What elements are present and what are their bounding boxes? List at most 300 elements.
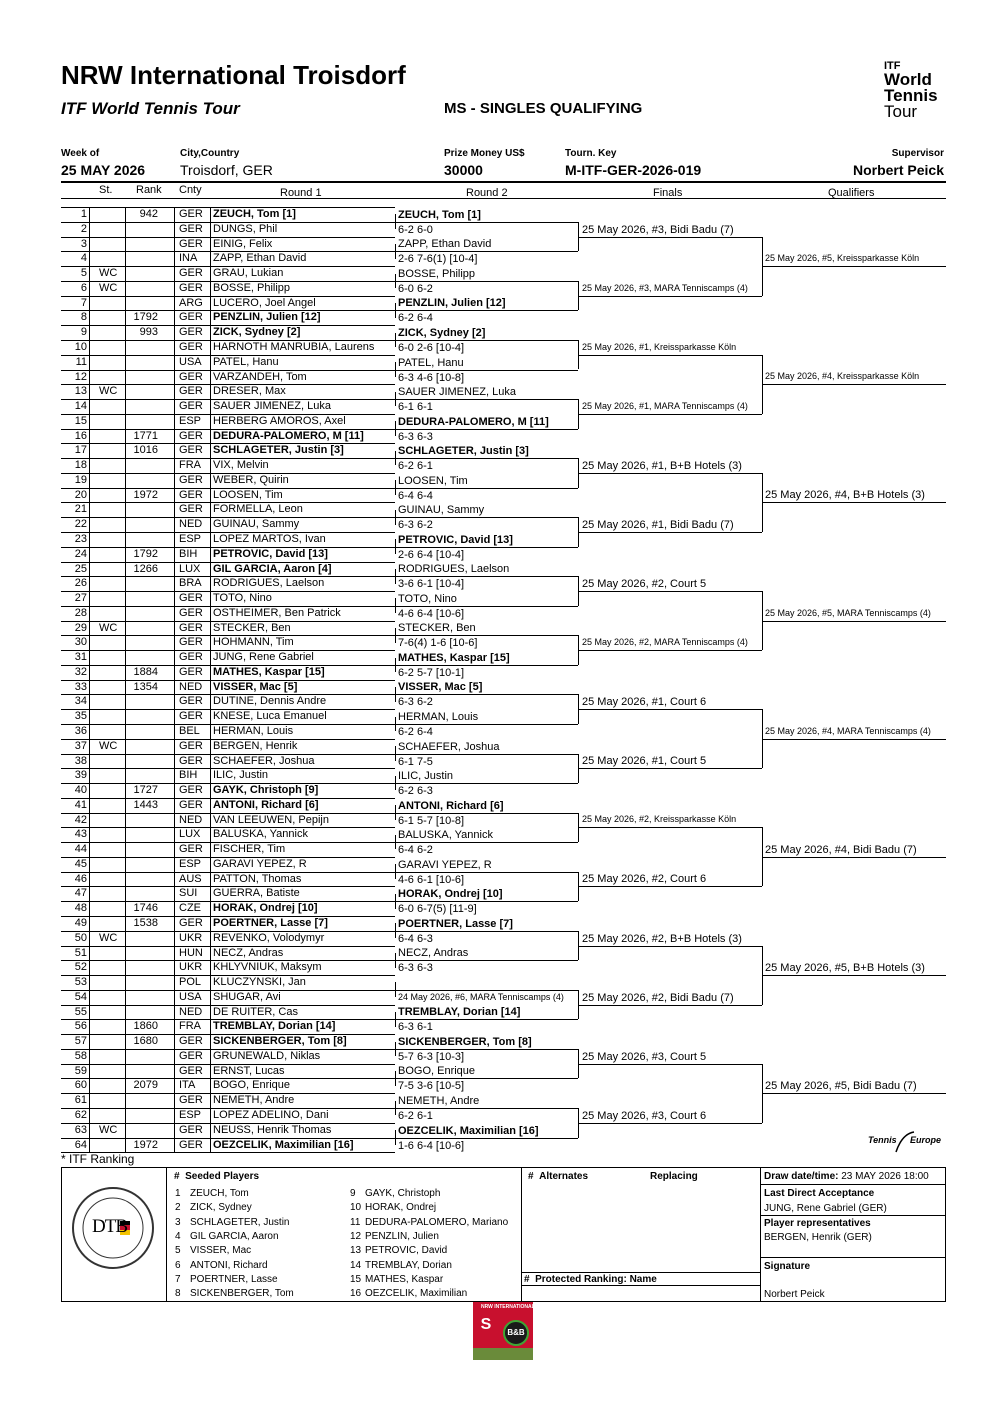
player-number: 62 xyxy=(74,1109,87,1121)
round1-connector xyxy=(395,1101,396,1116)
finals-match-info: 25 May 2026, #1, B+B Hotels (3) xyxy=(582,459,742,472)
player-number: 21 xyxy=(74,503,87,516)
sparkasse-icon: S xyxy=(475,1316,497,1344)
player-number: 25 xyxy=(74,562,87,575)
player-rank: 1443 xyxy=(133,798,158,811)
round2-score: 2-6 7-6(1) [10-4] xyxy=(398,253,478,266)
round1-connector xyxy=(395,805,396,820)
qualifier-line xyxy=(762,975,946,976)
qualifier-match-info: 25 May 2026, #4, Bidi Badu (7) xyxy=(765,843,917,856)
finals-line xyxy=(578,1005,762,1006)
player-country: GER xyxy=(179,444,203,457)
player-number: 15 xyxy=(74,414,87,427)
protected-divider-top xyxy=(521,1272,760,1273)
player-number: 10 xyxy=(74,340,87,353)
round2-score: 6-4 6-4 xyxy=(398,489,433,502)
player-country: GER xyxy=(179,400,203,412)
round1-connector xyxy=(395,598,396,613)
player-name: HERMAN, Louis xyxy=(213,724,294,737)
qualifier-line xyxy=(762,857,946,858)
player-rank: 1680 xyxy=(133,1035,158,1048)
player-country: FRA xyxy=(179,1020,201,1033)
player-country: ESP xyxy=(179,414,202,427)
seed-number: 14 xyxy=(350,1259,362,1271)
qualifier-line xyxy=(762,1093,946,1094)
player-country: GER xyxy=(179,784,203,796)
player-number: 31 xyxy=(74,651,87,664)
player-status: WC xyxy=(99,267,118,280)
round2-score: 6-3 4-6 [10-8] xyxy=(398,371,465,384)
qualifier-match-info: 25 May 2026, #5, B+B Hotels (3) xyxy=(765,962,925,974)
player-status: WC xyxy=(99,1123,118,1136)
player-name: KLUCZYNSKI, Jan xyxy=(213,976,306,988)
player-country: ARG xyxy=(179,296,203,309)
player-name: BERGEN, Henrik xyxy=(213,739,298,752)
round2-winner: ZEUCH, Tom [1] xyxy=(398,208,481,221)
round2-line xyxy=(395,931,578,932)
player-name: LOPEZ MARTOS, Ivan xyxy=(213,532,326,545)
player-number: 54 xyxy=(74,990,87,1003)
round2-line xyxy=(395,517,578,518)
event-title: MS - SINGLES QUALIFYING xyxy=(444,100,643,117)
round2-line xyxy=(395,960,578,961)
round1-connector xyxy=(395,362,396,377)
round2-score: 5-7 6-3 [10-3] xyxy=(398,1050,465,1063)
player-country: NED xyxy=(179,813,203,826)
finals-line xyxy=(578,650,762,651)
player-rank: 1354 xyxy=(133,680,158,693)
player-name: ZAPP, Ethan David xyxy=(213,252,307,265)
player-status: WC xyxy=(99,931,118,944)
player-name: NECZ, Andras xyxy=(213,946,284,959)
finals-match-info: 25 May 2026, #2, B+B Hotels (3) xyxy=(582,932,742,945)
round2-winner: DEDURA-PALOMERO, M [11] xyxy=(398,415,549,428)
replacing-title: Replacing xyxy=(650,1171,698,1182)
player-country: GER xyxy=(179,1035,203,1048)
finals-match-info: 25 May 2026, #3, Court 5 xyxy=(582,1050,707,1063)
seed-number: 16 xyxy=(350,1288,362,1300)
player-name: TREMBLAY, Dorian [14] xyxy=(213,1020,336,1033)
finals-line xyxy=(578,414,762,415)
player-name: JUNG, Rene Gabriel xyxy=(213,651,314,664)
player-name: GRUNEWALD, Niklas xyxy=(213,1049,321,1062)
round2-winner: SAUER JIMENEZ, Luka xyxy=(398,386,516,398)
qualifier-match-info: 25 May 2026, #5, Bidi Badu (7) xyxy=(765,1080,917,1093)
draw-datetime-value: 23 MAY 2026 18:00 xyxy=(841,1171,929,1182)
player-number: 20 xyxy=(74,488,87,501)
player-name: VIX, Melvin xyxy=(213,459,269,472)
sponsor-text: NRW INTERNATIONAL xyxy=(481,1304,535,1310)
round1-connector xyxy=(395,244,396,259)
player-name: PENZLIN, Julien [12] xyxy=(213,311,321,324)
seed-number: 1 xyxy=(175,1188,181,1199)
player-number: 61 xyxy=(74,1094,87,1107)
round1-connector xyxy=(395,1071,396,1086)
col-rank: Rank xyxy=(136,184,162,196)
round2-line xyxy=(395,990,578,991)
player-country: GER xyxy=(179,340,203,353)
round2-score: 6-3 6-3 xyxy=(398,430,433,443)
round2-winner: POERTNER, Lasse [7] xyxy=(398,917,513,930)
player-country: GER xyxy=(179,1094,203,1107)
player-name: ZICK, Sydney [2] xyxy=(213,326,301,339)
seed-player-name: PENZLIN, Julien xyxy=(365,1230,439,1242)
player-country: AUS xyxy=(179,872,202,885)
player-number: 12 xyxy=(74,370,87,383)
player-name: GUERRA, Batiste xyxy=(213,887,300,900)
rep-label: Player representatives xyxy=(764,1218,871,1229)
player-number: 44 xyxy=(74,843,87,856)
player-name: ZEUCH, Tom [1] xyxy=(213,208,296,220)
player-country: NED xyxy=(179,518,203,531)
round1-connector xyxy=(395,923,396,938)
finals-match-info: 25 May 2026, #2, MARA Tenniscamps (4) xyxy=(582,637,748,648)
bb-hotels-icon: B&B xyxy=(503,1320,529,1346)
player-number: 51 xyxy=(74,946,87,959)
player-name: FORMELLA, Leon xyxy=(213,503,303,516)
round1-connector xyxy=(395,274,396,289)
player-number: 52 xyxy=(74,961,87,974)
seed-player-name: SCHLAGETER, Justin xyxy=(190,1216,290,1228)
player-number: 9 xyxy=(80,326,87,339)
player-number: 58 xyxy=(74,1049,87,1062)
col-cnty: Cnty xyxy=(179,184,202,196)
round2-line xyxy=(395,281,578,282)
col-finals: Finals xyxy=(653,187,683,199)
player-country: GER xyxy=(179,695,203,708)
player-number: 18 xyxy=(74,459,87,472)
player-country: GER xyxy=(179,488,203,501)
finals-match-info: 25 May 2026, #3, Court 6 xyxy=(582,1109,707,1122)
player-country: FRA xyxy=(179,459,201,472)
player-number: 36 xyxy=(74,724,87,737)
week-label: Week of xyxy=(61,148,100,159)
seed-player-name: ZICK, Sydney xyxy=(190,1202,252,1214)
round2-score: 6-2 6-1 xyxy=(398,1110,433,1122)
seed-number: 13 xyxy=(350,1245,362,1257)
round2-winner: SICKENBERGER, Tom [8] xyxy=(398,1035,532,1048)
round2-score: 6-3 6-2 xyxy=(398,696,433,709)
lda-value: JUNG, Rene Gabriel (GER) xyxy=(764,1203,887,1214)
player-rank: 1972 xyxy=(133,488,158,501)
player-country: ITA xyxy=(179,1079,196,1092)
qualifier-match-info: 25 May 2026, #4, Kreissparkasse Köln xyxy=(765,371,920,382)
player-name: DEDURA-PALOMERO, M [11] xyxy=(213,429,364,442)
rep-value: BERGEN, Henrik (GER) xyxy=(764,1232,872,1243)
player-name: GRAU, Lukian xyxy=(213,267,284,280)
player-name: OSTHEIMER, Ben Patrick xyxy=(213,606,341,619)
finals-match-info: 25 May 2026, #3, MARA Tenniscamps (4) xyxy=(582,282,748,293)
finals-match-info: 25 May 2026, #2, Court 5 xyxy=(582,578,707,590)
player-number: 28 xyxy=(74,606,87,619)
seed-number: 5 xyxy=(175,1245,181,1257)
round2-line xyxy=(395,813,578,814)
seed-player-name: ANTONI, Richard xyxy=(190,1259,268,1271)
player-country: GER xyxy=(179,917,203,929)
round2-line xyxy=(395,635,578,636)
player-rank: 993 xyxy=(139,326,158,339)
player-name: NEUSS, Henrik Thomas xyxy=(213,1123,332,1136)
player-status: WC xyxy=(99,385,118,398)
player-country: GER xyxy=(179,1123,203,1136)
seed-number: 15 xyxy=(350,1273,362,1285)
player-number: 3 xyxy=(80,237,87,250)
round2-line xyxy=(395,370,578,371)
round2-score: 6-2 5-7 [10-1] xyxy=(398,666,465,679)
signature-label: Signature xyxy=(764,1261,811,1272)
finals-line xyxy=(578,355,762,356)
player-country: GER xyxy=(179,370,203,383)
protected-title: Protected Ranking: Name xyxy=(535,1274,657,1285)
player-name: REVENKO, Volodymyr xyxy=(213,931,325,944)
player-country: NED xyxy=(179,680,203,693)
city-value: Troisdorf, GER xyxy=(180,162,273,178)
player-country: GER xyxy=(179,267,203,280)
finals-line xyxy=(578,827,762,828)
round2-winner: TOTO, Nino xyxy=(398,592,457,605)
round2-winner: HERMAN, Louis xyxy=(398,710,479,723)
seed-player-name: VISSER, Mac xyxy=(190,1245,252,1257)
round2-score: 4-6 6-4 [10-6] xyxy=(398,607,465,620)
player-rank: 1792 xyxy=(133,311,158,324)
player-number: 41 xyxy=(74,798,87,811)
round2-winner: LOOSEN, Tim xyxy=(398,474,468,487)
seed-number: 6 xyxy=(175,1259,181,1271)
round2-winner: GUINAU, Sammy xyxy=(398,504,485,517)
round2-score: 6-1 5-7 [10-8] xyxy=(398,814,465,827)
round2-line xyxy=(395,310,578,311)
footnote: * ITF Ranking xyxy=(61,1152,135,1166)
tournament-title: NRW International Troisdorf xyxy=(61,60,406,90)
seed-player-name: DEDURA-PALOMERO, Mariano xyxy=(365,1216,509,1228)
round2-line xyxy=(395,665,578,666)
round1-connector xyxy=(395,658,396,673)
player-name: SICKENBERGER, Tom [8] xyxy=(213,1035,347,1048)
player-name: PATEL, Hanu xyxy=(213,355,279,368)
player-number: 8 xyxy=(80,311,87,324)
qualifier-line xyxy=(762,384,946,385)
round2-winner: ZAPP, Ethan David xyxy=(398,238,492,251)
itf-logo-tour: Tour xyxy=(884,102,918,121)
player-name: KNESE, Luca Emanuel xyxy=(213,710,327,723)
tennis-europe-word1: Tennis xyxy=(868,1135,897,1145)
player-number: 56 xyxy=(74,1020,87,1033)
player-country: GER xyxy=(179,326,203,339)
player-name: DE RUITER, Cas xyxy=(213,1005,298,1018)
round2-line xyxy=(395,694,578,695)
player-number: 17 xyxy=(74,444,87,457)
player-status: WC xyxy=(99,739,118,752)
player-name: GARAVI YEPEZ, R xyxy=(213,857,307,870)
player-number: 13 xyxy=(74,385,87,398)
player-number: 46 xyxy=(74,872,87,885)
player-name: LOPEZ ADELINO, Dani xyxy=(213,1109,329,1121)
key-label: Tourn. Key xyxy=(565,148,617,159)
player-country: GER xyxy=(179,237,203,250)
qualifier-line xyxy=(762,266,946,267)
round2-line xyxy=(395,783,578,784)
player-number: 55 xyxy=(74,1005,87,1018)
player-country: ESP xyxy=(179,532,202,545)
player-number: 6 xyxy=(80,281,87,294)
round2-score: 1-6 6-4 [10-6] xyxy=(398,1139,465,1152)
round1-connector xyxy=(395,569,396,584)
player-country: INA xyxy=(179,252,198,265)
round2-winner: HORAK, Ondrej [10] xyxy=(398,888,503,901)
col-st: St. xyxy=(99,184,113,196)
round2-score: 6-2 6-4 xyxy=(398,312,433,325)
round2-line xyxy=(395,754,578,755)
qualifier-line xyxy=(762,502,946,503)
qualifier-match-info: 25 May 2026, #5, Kreissparkasse Köln xyxy=(765,253,920,264)
player-rank: 1792 xyxy=(133,547,158,560)
player-name: GUINAU, Sammy xyxy=(213,518,300,531)
round1-connector xyxy=(395,835,396,850)
round2-score: 6-1 7-5 xyxy=(398,755,433,768)
player-rank: 1884 xyxy=(133,665,158,678)
round1-connector xyxy=(395,303,396,318)
finals-match-info: 25 May 2026, #2, Kreissparkasse Köln xyxy=(582,814,737,825)
round1-connector xyxy=(395,628,396,643)
player-number: 42 xyxy=(74,813,87,826)
prize-label: Prize Money US$ xyxy=(444,148,525,159)
player-name: SAUER JIMENEZ, Luka xyxy=(213,400,331,412)
player-rank: 1016 xyxy=(133,444,158,457)
player-country: GER xyxy=(179,385,203,398)
player-name: BALUSKA, Yannick xyxy=(213,828,308,841)
seed-player-name: SICKENBERGER, Tom xyxy=(190,1288,294,1300)
finals-line xyxy=(578,1064,762,1065)
player-number: 30 xyxy=(74,636,87,649)
finals-line xyxy=(578,473,762,474)
round2-line xyxy=(395,606,578,607)
player-country: GER xyxy=(179,651,203,664)
round2-line xyxy=(395,429,578,430)
round2-line xyxy=(395,458,578,459)
dtb-letters: DTB xyxy=(92,1216,127,1237)
player-number: 27 xyxy=(74,592,87,604)
player-name: KHLYVNIUK, Maksym xyxy=(213,961,322,974)
seed-player-name: GIL GARCIA, Aaron xyxy=(190,1230,279,1242)
round2-score: 6-0 2-6 [10-4] xyxy=(398,341,465,354)
seed-number: 9 xyxy=(350,1188,356,1199)
round1-connector xyxy=(395,864,396,879)
seed-number: 7 xyxy=(175,1273,181,1285)
finals-match-info: 25 May 2026, #2, Bidi Badu (7) xyxy=(582,991,734,1004)
player-number: 49 xyxy=(74,917,87,929)
qualifier-line xyxy=(762,739,946,740)
tennis-europe-word2: Europe xyxy=(910,1135,942,1145)
finals-line xyxy=(578,946,762,947)
player-name: BOGO, Enrique xyxy=(213,1079,291,1092)
round2-winner: PATEL, Hanu xyxy=(398,356,464,369)
round2-score: 6-3 6-3 xyxy=(398,962,433,975)
finals-line xyxy=(578,709,762,710)
player-country: GER xyxy=(179,606,203,619)
player-country: GER xyxy=(179,1049,203,1062)
round1-connector xyxy=(395,953,396,968)
player-number: 50 xyxy=(74,931,87,944)
round2-score: 6-2 6-0 xyxy=(398,223,433,236)
finals-match-info: 25 May 2026, #2, Court 6 xyxy=(582,873,707,886)
player-number: 32 xyxy=(74,665,87,678)
draw-datetime-label: Draw date/time: xyxy=(764,1171,839,1182)
player-status: WC xyxy=(99,281,118,294)
round2-score: 2-6 6-4 [10-4] xyxy=(398,548,465,561)
round1-connector xyxy=(395,717,396,732)
seeded-title: Seeded Players xyxy=(185,1171,260,1182)
player-country: GER xyxy=(179,710,203,723)
tennis-europe-swoosh-icon xyxy=(866,1130,946,1154)
round2-score: 7-6(4) 1-6 [10-6] xyxy=(398,637,478,650)
player-name: PATTON, Thomas xyxy=(213,872,302,885)
player-country: ESP xyxy=(179,1109,202,1121)
round2-winner: PETROVIC, David [13] xyxy=(398,533,513,546)
itf-logo-tennis: Tennis xyxy=(884,86,938,105)
round1-connector xyxy=(395,746,396,761)
round2-line xyxy=(395,547,578,548)
player-name: TOTO, Nino xyxy=(213,592,272,604)
player-name: SHUGAR, Avi xyxy=(213,990,281,1003)
player-number: 45 xyxy=(74,857,87,870)
player-country: GER xyxy=(179,798,203,811)
round2-winner: BALUSKA, Yannick xyxy=(398,829,493,842)
round1-connector xyxy=(395,687,396,702)
seed-number: 3 xyxy=(175,1216,181,1228)
round2-score: 6-0 6-7(5) [11-9] xyxy=(398,903,477,916)
player-name: LOOSEN, Tim xyxy=(213,488,283,501)
player-number: 37 xyxy=(74,739,87,752)
player-country: LUX xyxy=(179,562,201,575)
player-name: RODRIGUES, Laelson xyxy=(213,577,325,590)
player-number: 16 xyxy=(74,429,87,442)
player-name: LUCERO, Joel Angel xyxy=(213,296,316,309)
player-rank: 1538 xyxy=(133,917,158,929)
player-country: USA xyxy=(179,355,202,368)
round2-score: 6-3 6-2 xyxy=(398,519,433,532)
player-name: DRESER, Max xyxy=(213,385,286,398)
round1-connector xyxy=(395,1130,396,1145)
round1-connector xyxy=(395,1042,396,1057)
round1-connector xyxy=(395,451,396,466)
round2-line xyxy=(395,251,578,252)
seed-number: 2 xyxy=(175,1202,181,1214)
round2-score: 6-3 6-1 xyxy=(398,1021,433,1034)
player-name: HERBERG AMOROS, Axel xyxy=(213,414,346,427)
finals-line xyxy=(578,532,762,533)
player-name: ILIC, Justin xyxy=(213,769,269,782)
player-number: 60 xyxy=(74,1079,87,1092)
seed-player-name: POERTNER, Lasse xyxy=(190,1273,278,1285)
round2-winner: SCHLAGETER, Justin [3] xyxy=(398,445,529,458)
player-number: 59 xyxy=(74,1064,87,1077)
player-number: 7 xyxy=(80,296,87,309)
player-name: ANTONI, Richard [6] xyxy=(213,798,319,811)
round2-score: 7-5 3-6 [10-5] xyxy=(398,1080,465,1093)
table-top-line xyxy=(61,207,395,208)
player-name: POERTNER, Lasse [7] xyxy=(213,917,328,929)
round2-winner: TREMBLAY, Dorian [14] xyxy=(398,1006,521,1019)
player-name: VAN LEEUWEN, Pepijn xyxy=(213,813,329,826)
player-name: GAYK, Christoph [9] xyxy=(213,784,319,796)
player-number: 11 xyxy=(75,355,87,368)
finals-line xyxy=(578,1123,762,1124)
round2-line xyxy=(395,488,578,489)
supervisor-label: Supervisor xyxy=(891,148,944,159)
player-country: GER xyxy=(179,739,203,752)
player-country: GER xyxy=(179,281,203,294)
round2-score: 6-2 6-3 xyxy=(398,785,433,797)
